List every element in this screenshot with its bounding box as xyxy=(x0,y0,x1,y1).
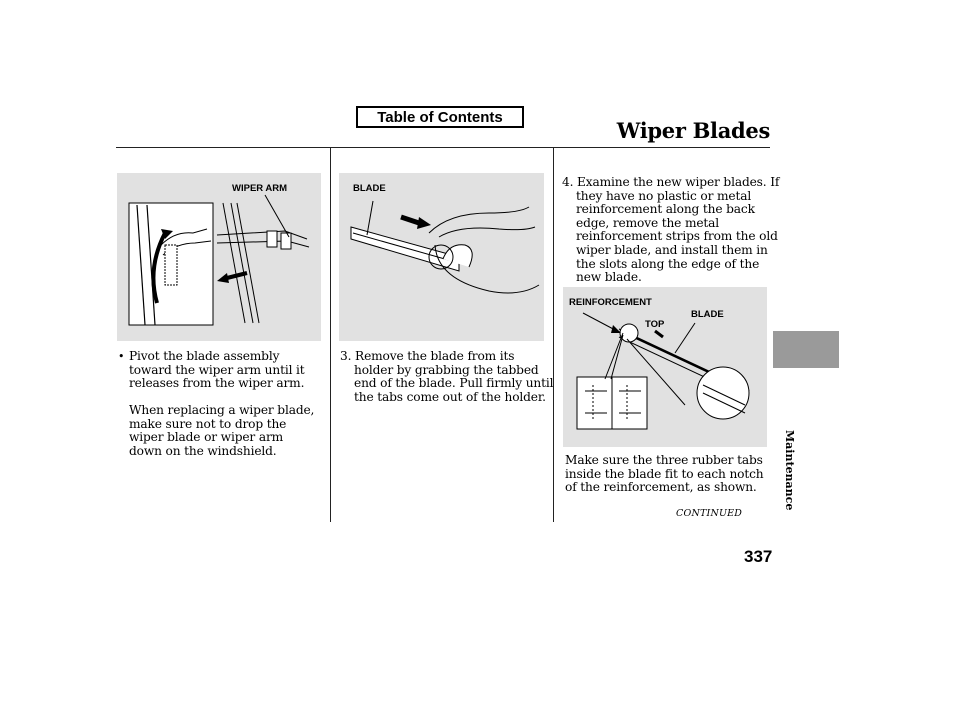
page-title: Wiper Blades xyxy=(616,118,770,143)
column-divider-1 xyxy=(330,148,331,522)
callout-reinforcement: REINFORCEMENT xyxy=(569,297,652,308)
rubber-tabs-note: Make sure the three rubber tabs inside the blade fit to each notch of the reinforcement, as shown. xyxy=(565,453,764,495)
callout-top: TOP xyxy=(645,319,665,330)
table-of-contents-button[interactable]: Table of Contents xyxy=(356,106,524,128)
maintenance-side-label: Maintenance xyxy=(783,430,796,511)
blade-removal-illustration xyxy=(339,173,544,341)
callout-wiper-arm: WIPER ARM xyxy=(232,183,288,194)
wiper-arm-illustration xyxy=(117,173,321,341)
bullet-marker: • xyxy=(118,350,125,363)
continued-label: CONTINUED xyxy=(676,508,743,519)
header-rule xyxy=(116,147,770,148)
figure-wiper-arm xyxy=(117,173,321,341)
figure-reinforcement xyxy=(563,287,767,447)
figure-blade-removal xyxy=(339,173,544,341)
step-3-text: 3. Remove the blade from its holder by grabbing the tabbed end of the blade. Pull firmly until the tabs come out of the holder. xyxy=(340,349,554,404)
column-divider-2 xyxy=(553,148,554,522)
section-tab-marker xyxy=(773,331,839,368)
callout-blade-2: BLADE xyxy=(691,309,724,320)
step-4-text: 4. Examine the new wiper blades. If they have no plastic or metal reinforcement along the back edge, remove the metal reinforcement strips from the old wiper blade, and install them in the slots along the edge of the new blade. xyxy=(562,175,780,285)
page-number: 337 xyxy=(744,547,773,566)
reinforcement-illustration xyxy=(563,287,767,447)
bullet-pivot-text: Pivot the blade assembly toward the wiper arm until it releases from the wiper arm. xyxy=(129,349,305,391)
callout-blade: BLADE xyxy=(353,183,386,194)
replacing-caution-text: When replacing a wiper blade, make sure not to drop the wiper blade or wiper arm down on the windshield. xyxy=(129,403,315,458)
